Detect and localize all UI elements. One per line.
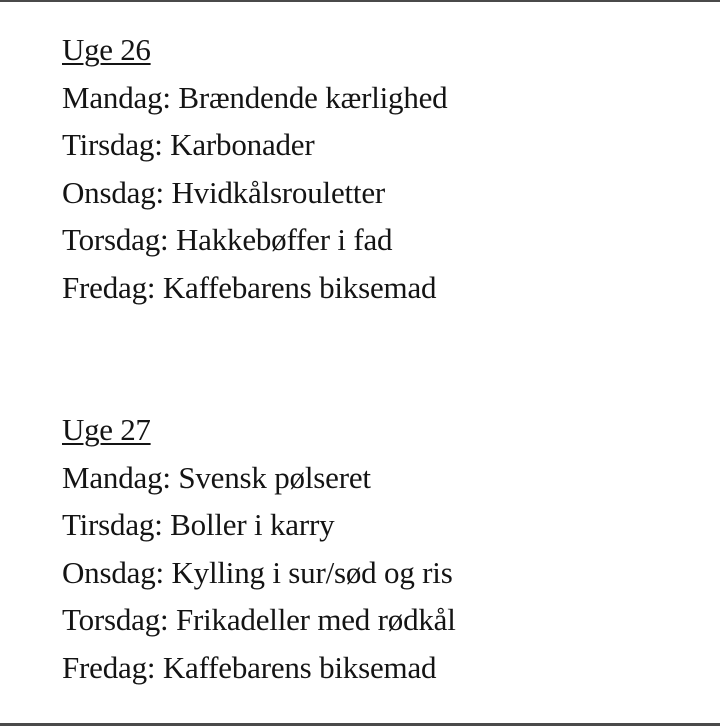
menu-item-monday: Mandag: Svensk pølseret (62, 459, 371, 495)
menu-item-monday: Mandag: Brændende kærlighed (62, 79, 448, 115)
menu-item-wednesday: Onsdag: Kylling i sur/sød og ris (62, 554, 453, 590)
menu-item-thursday: Torsdag: Hakkebøffer i fad (62, 222, 393, 257)
menu-item-wednesday: Onsdag: Hvidkålsrouletter (62, 174, 386, 210)
menu-item-tuesday: Tirsdag: Boller i karry (62, 507, 335, 542)
week-26-section (62, 26, 456, 311)
weekly-menu (62, 26, 456, 691)
menu-item-tuesday: Tirsdag: Karbonader (62, 127, 315, 162)
week-title: Uge 27 (62, 412, 151, 447)
menu-item-thursday: Torsdag: Frikadeller med rødkål (62, 602, 456, 637)
week-27-section (62, 406, 456, 691)
menu-item-friday: Fredag: Kaffebarens biksemad (62, 649, 437, 685)
week-title: Uge 26 (62, 32, 151, 67)
menu-item-friday: Fredag: Kaffebarens biksemad (62, 269, 437, 305)
